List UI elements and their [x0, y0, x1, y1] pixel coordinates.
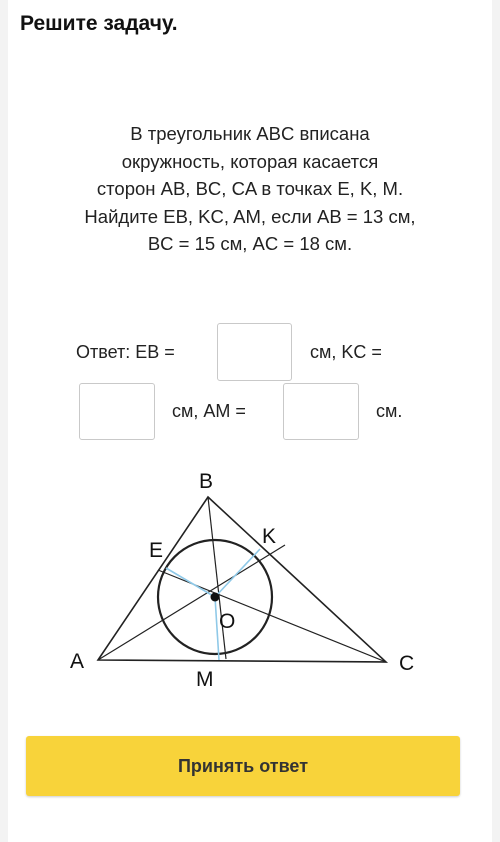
kc-answer-input[interactable]: [79, 383, 155, 440]
answer-label-suffix: см.: [376, 401, 403, 421]
triangle-diagram: [0, 460, 500, 700]
eb-answer-input[interactable]: [217, 323, 292, 381]
label-b: B: [199, 470, 214, 493]
incenter-point: [211, 593, 220, 602]
problem-line: BC = 15 см, AC = 18 см.: [147, 233, 353, 254]
problem-line: Найдите EB, KC, AM, если AB = 13 см,: [84, 205, 416, 227]
label-o: O: [219, 610, 236, 633]
task-title: Решите задачу.: [20, 12, 178, 35]
label-k: K: [262, 525, 277, 548]
answer-label-eb: Ответ: EB =: [76, 342, 175, 362]
answer-label-kc: см, KC =: [310, 342, 382, 362]
answer-label-am: см, AM =: [172, 401, 246, 421]
am-answer-input[interactable]: [283, 383, 359, 440]
label-c: C: [399, 652, 415, 675]
task-card: [8, 0, 492, 842]
problem-line: В треугольник ABC вписана: [130, 123, 370, 144]
problem-line: сторон AB, BC, CA в точках E, K, M.: [96, 178, 404, 199]
triangle-abc: [98, 497, 386, 662]
diagram-content: [70, 470, 414, 691]
problem-line: окружность, которая касается: [121, 150, 379, 172]
submit-answer-button[interactable]: Принять ответ: [26, 736, 460, 796]
radius-ok: [215, 549, 260, 597]
bisector-from-a: [98, 545, 285, 660]
label-m: M: [196, 668, 214, 691]
label-a: A: [70, 650, 85, 673]
radius-oe: [166, 568, 215, 597]
problem-text: [28, 120, 472, 258]
label-e: E: [149, 539, 164, 562]
